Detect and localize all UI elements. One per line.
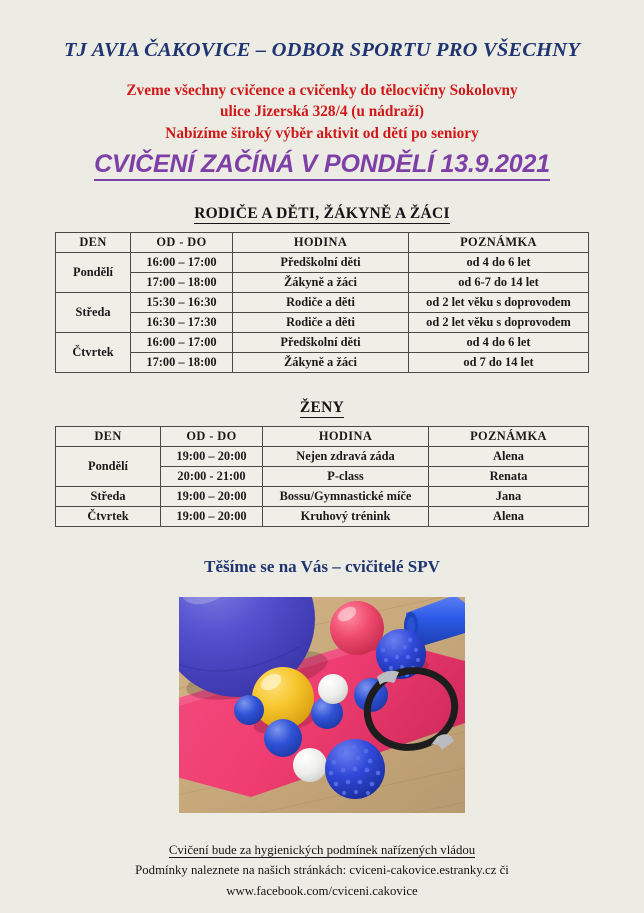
cell-activity: P-class <box>263 466 429 486</box>
footer-line-facebook: www.facebook.com/cviceni.cakovice <box>226 884 418 899</box>
cell-day: Pondělí <box>56 446 161 486</box>
column-header-poznamka: POZNÁMKA <box>429 426 589 446</box>
cell-day: Středa <box>56 486 161 506</box>
cell-day: Čtvrtek <box>56 506 161 526</box>
schedule-body-women <box>56 446 589 526</box>
cell-activity: Rodiče a děti <box>233 292 409 312</box>
column-header-den: DEN <box>56 426 161 446</box>
column-header-oddo: OD - DO <box>131 232 233 252</box>
table-row <box>56 252 589 272</box>
cell-activity: Žákyně a žáci <box>233 352 409 372</box>
cell-time: 19:00 – 20:00 <box>161 446 263 466</box>
fitness-equipment-photo <box>179 597 465 813</box>
cell-time: 20:00 - 21:00 <box>161 466 263 486</box>
cell-time: 17:00 – 18:00 <box>131 272 233 292</box>
cell-day: Čtvrtek <box>56 332 131 372</box>
cell-activity: Rodiče a děti <box>233 312 409 332</box>
column-header-hodina: HODINA <box>263 426 429 446</box>
cell-note: Renata <box>429 466 589 486</box>
cell-time: 16:00 – 17:00 <box>131 252 233 272</box>
invitation-line-2: ulice Jizerská 328/4 (u nádraží) <box>220 103 424 121</box>
cell-note: od 4 do 6 let <box>409 332 589 352</box>
footer-line-hygiene-text: Cvičení bude za hygienických podmínek nařízených vládou <box>168 842 476 857</box>
cell-note: od 4 do 6 let <box>409 252 589 272</box>
cell-activity: Žákyně a žáci <box>233 272 409 292</box>
section-heading-kids <box>28 205 616 223</box>
section-heading-kids-text: RODIČE A DĚTI, ŽÁKYNĚ A ŽÁCI <box>194 204 450 222</box>
schedule-body-kids <box>56 252 589 372</box>
table-header-row <box>56 426 589 446</box>
cell-day: Středa <box>56 292 131 332</box>
cell-activity: Předškolní děti <box>233 252 409 272</box>
section-heading-women-text: ŽENY <box>299 398 345 416</box>
white-ball-top <box>318 674 348 704</box>
start-date-notice <box>28 150 616 179</box>
invitation-line-1: Zveme všechny cvičence a cvičenky do tělocvičny Sokolovny <box>126 81 518 99</box>
cell-note: od 6-7 do 14 let <box>409 272 589 292</box>
cell-note: od 2 let věku s doprovodem <box>409 312 589 332</box>
cell-note: Jana <box>429 486 589 506</box>
white-ball-bottom <box>293 748 327 782</box>
table-row <box>56 312 589 332</box>
pink-ball <box>330 601 384 655</box>
cell-note: od 7 do 14 let <box>409 352 589 372</box>
table-row <box>56 352 589 372</box>
cell-note: Alena <box>429 506 589 526</box>
start-date-notice-text: CVIČENÍ ZAČÍNÁ V PONDĚLÍ 13.9.2021 <box>94 150 550 181</box>
cell-time: 16:00 – 17:00 <box>131 332 233 352</box>
fitness-equipment-illustration <box>179 597 465 813</box>
cell-activity: Nejen zdravá záda <box>263 446 429 466</box>
footer-line-website: Podmínky naleznete na našich stránkách: cviceni-cakovice.estranky.cz či <box>135 863 509 878</box>
cell-time: 15:30 – 16:30 <box>131 292 233 312</box>
footer-line-hygiene <box>28 840 616 861</box>
footer-block <box>28 840 616 902</box>
small-blue-ball-bottom <box>264 719 302 757</box>
cell-activity: Bossu/Gymnastické míče <box>263 486 429 506</box>
small-blue-ball-left <box>234 695 264 725</box>
closing-message: Těšíme se na Vás – cvičitelé SPV <box>204 556 440 576</box>
section-heading-women <box>28 399 616 417</box>
table-row <box>56 486 589 506</box>
invitation-line-3: Nabízíme široký výběr aktivit od dětí po seniory <box>165 125 479 143</box>
table-row <box>56 272 589 292</box>
schedule-table-kids <box>55 232 589 373</box>
spiky-balance-ball-large <box>325 739 385 799</box>
column-header-den: DEN <box>56 232 131 252</box>
cell-time: 17:00 – 18:00 <box>131 352 233 372</box>
table-row <box>56 446 589 466</box>
table-row <box>56 292 589 312</box>
cell-time: 19:00 – 20:00 <box>161 486 263 506</box>
cell-note: od 2 let věku s doprovodem <box>409 292 589 312</box>
column-header-hodina: HODINA <box>233 232 409 252</box>
table-header-row <box>56 232 589 252</box>
cell-time: 16:30 – 17:30 <box>131 312 233 332</box>
cell-activity: Kruhový trénink <box>263 506 429 526</box>
cell-time: 19:00 – 20:00 <box>161 506 263 526</box>
column-header-poznamka: POZNÁMKA <box>409 232 589 252</box>
table-row <box>56 332 589 352</box>
table-row <box>56 506 589 526</box>
invitation-block <box>28 80 616 145</box>
page-title: TJ AVIA ČAKOVICE – ODBOR SPORTU PRO VŠECHNY <box>63 39 581 61</box>
column-header-oddo: OD - DO <box>161 426 263 446</box>
cell-day: Pondělí <box>56 252 131 292</box>
cell-activity: Předškolní děti <box>233 332 409 352</box>
schedule-table-women <box>55 426 589 527</box>
cell-note: Alena <box>429 446 589 466</box>
